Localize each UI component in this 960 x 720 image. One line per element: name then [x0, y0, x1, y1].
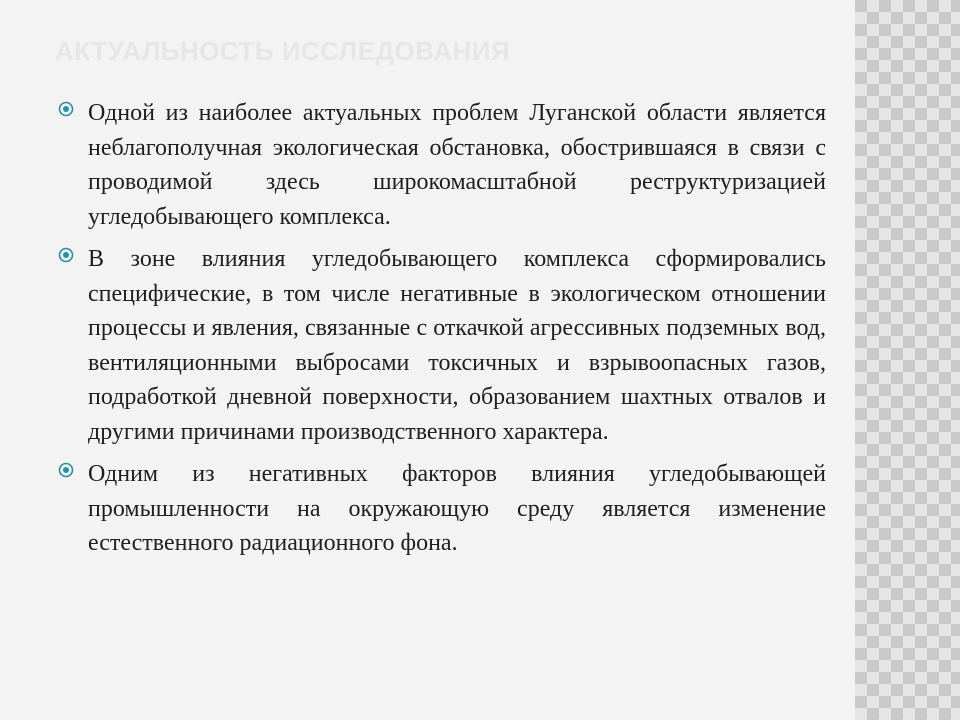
- decorative-side-pattern: [855, 0, 960, 720]
- bullet-list: [58, 96, 826, 569]
- bullet-item: [58, 242, 826, 449]
- target-bullet-icon: [58, 462, 74, 478]
- bullet-text: Одной из наиболее актуальных проблем Луганской области является неблагополучная экологическая обстановка, обострившаяся в связи с проводимой здесь широкомасштабной реструктуризацией угледобывающего комплекса.: [88, 100, 826, 230]
- bullet-item: [58, 457, 826, 561]
- bullet-text: В зоне влияния угледобывающего комплекса сформировались специфические, в том числе негативные в экологическом отношении процессы и явления, связанные с откачкой агрессивных подземных вод, вентиляционными выбросами токсичных и взрывоопасных газов, подработкой дневной поверхности, образованием шахтных отвалов и другими причинами производственного характера.: [88, 246, 826, 445]
- target-bullet-icon: [58, 247, 74, 263]
- bullet-item: [58, 96, 826, 234]
- slide-title: АКТУАЛЬНОСТЬ ИССЛЕДОВАНИЯ: [55, 36, 511, 66]
- target-bullet-icon: [58, 101, 74, 117]
- bullet-text: Одним из негативных факторов влияния угледобывающей промышленности на окружающую среду является изменение естественного радиационного фона.: [88, 461, 826, 556]
